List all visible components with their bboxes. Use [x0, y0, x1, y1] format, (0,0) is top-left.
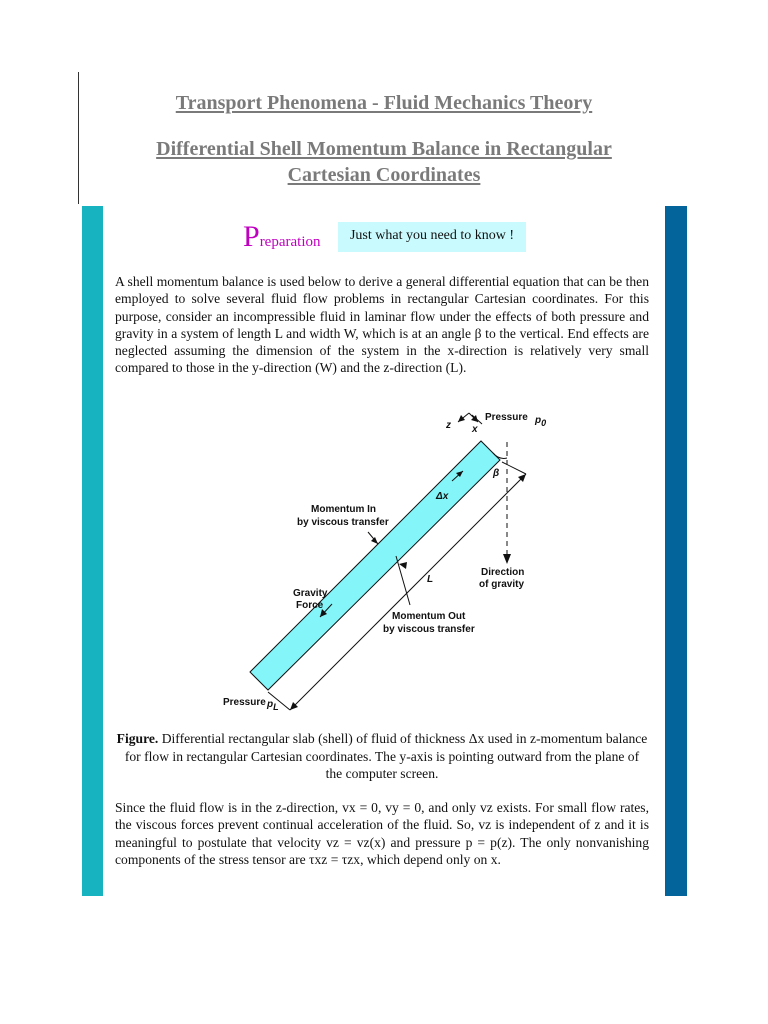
intro-paragraph: A shell momentum balance is used below to derive a general differential equation that can be then employed to solve several fluid flow problems in rectangular Cartesian coordinates. For this purpose, consider an incompressible fluid in laminar flow under the effects of both pressure and gravity in a system of length L and width W, which is at an angle β to the vertical. End effects are neglected assuming the dimension of the system in the x-direction is relatively very small compared to those in the y-direction (W) and the z-direction (L).	[115, 274, 649, 376]
length-tick-top	[502, 462, 526, 474]
delta-x-label: Δx	[436, 491, 449, 502]
momentum-in-arrowhead	[371, 537, 378, 544]
left-accent-bar	[82, 206, 103, 896]
gravity-direction-label-2: of gravity	[479, 579, 525, 590]
figure-caption	[115, 730, 649, 783]
z-axis-arrow	[458, 415, 465, 422]
pL-subscript: L	[273, 702, 279, 712]
momentum-in-label-2: by viscous transfer	[297, 517, 389, 528]
second-paragraph: Since the fluid flow is in the z-direction, vx = 0, vy = 0, and only vz exists. For small flow rates, the viscous forces prevent continual acceleration of the fluid. So, vz is independent of z and it is meaningful to postulate that velocity vz = vz(x) and pressure p = p(z). The only nonvanishing components of the stress tensor are τxz = τzx, which depend only on x.	[115, 800, 649, 867]
z-axis-label: z	[446, 420, 451, 431]
p0-subscript: 0	[541, 418, 547, 428]
gravity-arrowhead	[503, 554, 511, 564]
momentum-out-label-1: Momentum Out	[392, 611, 466, 622]
preparation-rest: reparation	[259, 234, 321, 250]
length-label: L	[427, 574, 434, 585]
preparation-initial: P	[243, 220, 260, 253]
x-axis-label: x	[472, 424, 478, 435]
pressure-top-label: Pressure	[485, 412, 528, 423]
momentum-out-arrowhead	[399, 562, 407, 569]
gravity-force-label-1: Gravity	[293, 588, 328, 599]
pressure-bottom-label: Pressure	[223, 697, 266, 708]
shell-diagram	[220, 404, 560, 722]
p0-symbol: p	[535, 415, 542, 426]
gravity-direction-label-1: Direction	[481, 567, 525, 578]
page-subtitle: Differential Shell Momentum Balance in Rectangular Cartesian Coordinates	[156, 138, 612, 186]
caption-text: Differential rectangular slab (shell) of fluid of thickness Δx used in z-momentum balance for flow in rectangular Cartesian coordinates. The y-axis is pointing outward from the plane of the computer screen.	[124, 731, 648, 781]
tagline-box: Just what you need to know !	[338, 222, 526, 252]
pL-label	[266, 699, 279, 712]
gravity-force-label-2: Force	[296, 600, 324, 611]
caption-bold: Figure.	[116, 731, 159, 746]
beta-label: β	[493, 468, 500, 479]
right-accent-bar	[665, 206, 687, 896]
page-title: Transport Phenomena - Fluid Mechanics Theory	[175, 92, 593, 114]
momentum-out-label-2: by viscous transfer	[383, 624, 475, 635]
preparation-heading	[243, 220, 321, 254]
p0-label	[534, 415, 546, 428]
fluid-slab	[250, 441, 500, 690]
pL-symbol: p	[267, 699, 274, 710]
momentum-in-label-1: Momentum In	[311, 504, 376, 515]
